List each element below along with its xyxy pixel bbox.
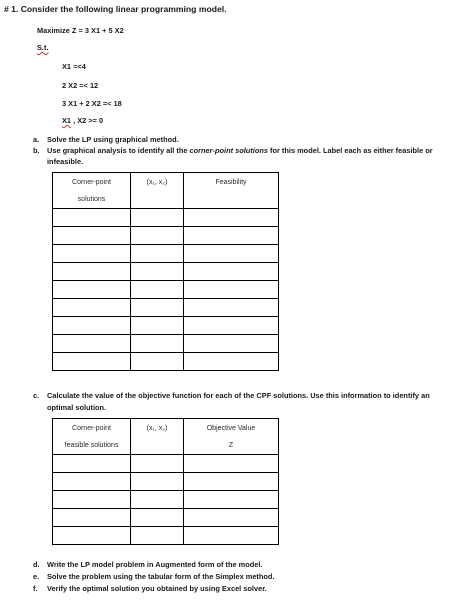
objective-function: Maximize Z = 3 X1 + 5 X2 xyxy=(37,26,124,35)
table-row xyxy=(53,263,279,281)
table-cell[interactable] xyxy=(53,509,131,527)
table-cell[interactable] xyxy=(184,353,279,371)
table-cell[interactable] xyxy=(53,245,131,263)
table-cell[interactable] xyxy=(184,491,279,509)
table-cell[interactable] xyxy=(131,527,184,545)
question-b-label: b. xyxy=(33,146,40,155)
header-objective-value-line1: Objective Value xyxy=(206,425,256,432)
table-cell[interactable] xyxy=(184,299,279,317)
table-row xyxy=(53,353,279,371)
header-corner-point-line1: Corner-point xyxy=(72,425,111,432)
table-cell[interactable] xyxy=(184,317,279,335)
nonnegativity-constraint xyxy=(62,116,103,125)
subject-to-label: S.t. xyxy=(37,43,49,52)
table-cell[interactable] xyxy=(131,491,184,509)
table-cell[interactable] xyxy=(184,473,279,491)
table-row xyxy=(53,317,279,335)
table-cell[interactable] xyxy=(131,317,184,335)
question-b-text-before: Use graphical analysis to identify all the xyxy=(47,146,190,155)
table-cell[interactable] xyxy=(53,353,131,371)
question-a-label: a. xyxy=(33,135,40,144)
question-f xyxy=(33,584,267,593)
table-row xyxy=(53,509,279,527)
question-c-line2: optimal solution. xyxy=(47,403,107,412)
table-cell[interactable] xyxy=(53,281,131,299)
question-e-label: e. xyxy=(33,572,40,581)
table-row xyxy=(53,455,279,473)
constraint-1: X1 =<4 xyxy=(62,62,86,71)
header-corner-point-line1: Corner-point xyxy=(72,179,111,186)
table-cell[interactable] xyxy=(53,455,131,473)
table-cell[interactable] xyxy=(53,317,131,335)
table-cell[interactable] xyxy=(131,509,184,527)
header-coordinates xyxy=(131,173,184,209)
question-a xyxy=(33,135,179,144)
question-f-text: Verify the optimal solution you obtained by using Excel solver. xyxy=(47,584,267,593)
nonneg-x1: X1 xyxy=(62,116,72,125)
question-a-text: Solve the LP using graphical method. xyxy=(47,135,179,144)
question-d xyxy=(33,560,262,569)
table-cell[interactable] xyxy=(131,299,184,317)
question-d-label: d. xyxy=(33,560,40,569)
table-cell[interactable] xyxy=(53,335,131,353)
header-corner-point xyxy=(53,173,131,209)
question-b-text-after: for this model. Label each as either feasible or xyxy=(267,146,433,155)
header-feasibility-text: Feasibility xyxy=(215,179,247,186)
question-b-text-italic: corner-point solutions xyxy=(189,146,268,155)
constraint-3: 3 X1 + 2 X2 =< 18 xyxy=(62,99,122,108)
header-corner-point-line2: feasible solutions xyxy=(64,442,119,449)
question-e xyxy=(33,572,275,581)
table-cell[interactable] xyxy=(184,263,279,281)
question-b-line2: infeasible. xyxy=(47,157,84,166)
header-corner-point xyxy=(53,419,131,455)
table-cell[interactable] xyxy=(53,263,131,281)
table-cell[interactable] xyxy=(184,527,279,545)
constraint-2: 2 X2 =< 12 xyxy=(62,81,99,90)
header-corner-point-line2: solutions xyxy=(77,196,106,203)
table-cell[interactable] xyxy=(131,455,184,473)
table-cell[interactable] xyxy=(53,227,131,245)
problem-title: # 1. Consider the following linear programming model. xyxy=(4,4,227,14)
table-row xyxy=(53,209,279,227)
table-cell[interactable] xyxy=(53,209,131,227)
table-cell[interactable] xyxy=(131,473,184,491)
header-objective-value xyxy=(184,419,279,455)
table-cell[interactable] xyxy=(184,281,279,299)
question-c xyxy=(33,391,430,400)
table-cell[interactable] xyxy=(184,509,279,527)
header-coordinates xyxy=(131,419,184,455)
table-cell[interactable] xyxy=(184,227,279,245)
table-cell[interactable] xyxy=(131,245,184,263)
table-row xyxy=(53,299,279,317)
table-cell[interactable] xyxy=(131,209,184,227)
header-objective-value-line2: Z xyxy=(228,442,234,449)
question-c-label: c. xyxy=(33,391,40,400)
table-header-row xyxy=(53,173,279,209)
table-cell[interactable] xyxy=(53,491,131,509)
table-row xyxy=(53,245,279,263)
table-cell[interactable] xyxy=(131,335,184,353)
table-cell[interactable] xyxy=(184,245,279,263)
header-feasibility xyxy=(184,173,279,209)
table-cell[interactable] xyxy=(184,335,279,353)
header-coordinates-text: (x₁, x₂) xyxy=(146,179,168,186)
table-cell[interactable] xyxy=(184,209,279,227)
table-cell[interactable] xyxy=(131,227,184,245)
table-cell[interactable] xyxy=(53,473,131,491)
header-coordinates-text: (x₁, x₂) xyxy=(146,425,168,432)
question-e-text: Solve the problem using the tabular form of the Simplex method. xyxy=(47,572,275,581)
table-row xyxy=(53,491,279,509)
table-cell[interactable] xyxy=(131,353,184,371)
table-row xyxy=(53,335,279,353)
nonneg-rest: , X2 >= 0 xyxy=(71,116,104,125)
table-cell[interactable] xyxy=(131,263,184,281)
table-cell[interactable] xyxy=(131,281,184,299)
question-c-text: Calculate the value of the objective function for each of the CPF solutions. Use this information to identify an xyxy=(47,391,430,400)
table-cell[interactable] xyxy=(53,299,131,317)
corner-point-table xyxy=(52,172,279,371)
table-header-row xyxy=(53,419,279,455)
table-cell[interactable] xyxy=(53,527,131,545)
question-d-text: Write the LP model problem in Augmented form of the model. xyxy=(47,560,263,569)
table-row xyxy=(53,527,279,545)
question-f-label: f. xyxy=(33,584,38,593)
table-row xyxy=(53,281,279,299)
question-b xyxy=(33,146,433,155)
table-row xyxy=(53,227,279,245)
table-cell[interactable] xyxy=(184,455,279,473)
table-row xyxy=(53,473,279,491)
objective-value-table xyxy=(52,418,279,545)
